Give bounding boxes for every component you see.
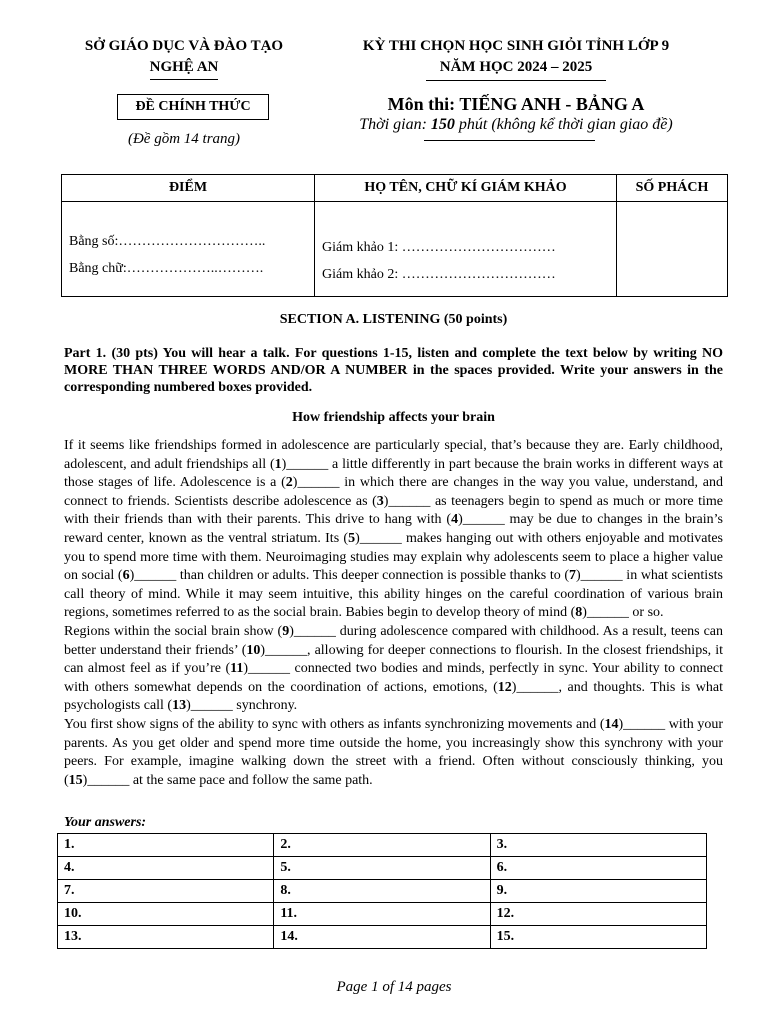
passage-paragraph xyxy=(64,437,723,623)
answer-box[interactable]: 9. xyxy=(490,880,706,903)
gap-number: 2 xyxy=(285,475,293,491)
passage-paragraph xyxy=(64,716,723,790)
passage-text: )______ or so. xyxy=(582,605,664,621)
passage-text: )______ than children or adults. This deeper connection is possible thanks to ( xyxy=(129,568,570,584)
passage-title: How friendship affects your brain xyxy=(292,410,495,425)
answer-box[interactable]: 6. xyxy=(490,857,706,880)
passage-text: )______ as teenagers begin to spend as much or more time with their friends than with their parents. This drive to hang with ( xyxy=(64,493,723,528)
time-suffix: phút (không kể thời gian giao đề) xyxy=(454,116,673,133)
answer-row xyxy=(58,857,707,880)
score-number-line: Bằng số:………………………….. xyxy=(69,234,266,249)
score-table xyxy=(61,174,728,297)
department-name: SỞ GIÁO DỤC VÀ ĐÀO TẠO xyxy=(84,38,284,54)
passage-text: )______ at the same pace and follow the same path. xyxy=(82,772,373,788)
score-cell xyxy=(62,202,315,297)
passage-text: )______ a little differently in part because the brain works in different ways at those stages of life. Adolescence is a ( xyxy=(64,456,723,491)
gap-number: 5 xyxy=(348,530,356,546)
passage-paragraph xyxy=(64,623,723,716)
gap-number: 14 xyxy=(604,716,619,732)
gap-number: 10 xyxy=(246,642,261,658)
time-value: 150 xyxy=(430,116,455,133)
page-footer: Page 1 of 14 pages xyxy=(336,979,452,995)
examiner-cell xyxy=(315,202,617,297)
id-header: SỐ PHÁCH xyxy=(617,175,728,202)
exam-title: KỲ THI CHỌN HỌC SINH GIỎI TỈNH LỚP 9 xyxy=(362,38,670,54)
pages-note: (Đề gồm 14 trang) xyxy=(127,131,241,147)
passage-text: )______ in which there are changes in the way you value, understand, and connect to friends. Scientists describe adolescence as ( xyxy=(64,475,723,509)
answers-table xyxy=(57,833,707,949)
gap-number: 8 xyxy=(575,605,583,621)
passage-text: )______ makes hanging out with others enjoyable and motivates you to spend more time with them. Neuroimaging studies may explain why adolescents seem to place a higher value on social ( xyxy=(64,530,723,584)
gap-number: 11 xyxy=(230,661,244,677)
answer-row xyxy=(58,880,707,903)
score-header: ĐIỂM xyxy=(62,175,315,202)
gap-number: 1 xyxy=(274,456,282,472)
passage-text: )______, and thoughts. This is what psychologists call ( xyxy=(64,679,724,714)
answer-row xyxy=(58,834,707,857)
answer-box[interactable]: 14. xyxy=(274,926,490,949)
answer-box[interactable]: 15. xyxy=(490,926,706,949)
answer-box[interactable]: 2. xyxy=(274,834,490,857)
answer-box[interactable]: 5. xyxy=(274,857,490,880)
answer-box[interactable]: 4. xyxy=(58,857,274,880)
passage-text: Regions within the social brain show ( xyxy=(64,623,283,639)
school-year: NĂM HỌC 2024 – 2025 xyxy=(426,57,607,81)
answer-box[interactable]: 8. xyxy=(274,880,490,903)
header-right xyxy=(330,36,702,81)
gap-number: 13 xyxy=(172,698,187,714)
time-underline xyxy=(424,140,595,141)
passage-text: )______ connected two bodies and minds, perfectly in sync. Your ability to connect with others somewhat depends on the coordination of actions, emotions, ( xyxy=(64,661,723,695)
gap-number: 7 xyxy=(569,568,577,584)
part1-instructions: Part 1. (30 pts) You will hear a talk. For questions 1-15, listen and complete the text below by writing NO MORE THAN THREE WORDS AND/OR A NUMBER in the spaces provided. Write your answers in the corresponding numbered boxes provided. xyxy=(64,346,723,395)
id-cell xyxy=(617,202,728,297)
answer-box[interactable]: 12. xyxy=(490,903,706,926)
answer-box[interactable]: 7. xyxy=(58,880,274,903)
passage-text: )______, allowing for deeper connections to flourish. In the closest friendships, it can almost feel as if you’re ( xyxy=(64,642,723,677)
gap-number: 3 xyxy=(376,493,384,509)
subject-title: Môn thi: TIẾNG ANH - BẢNG A xyxy=(387,94,645,114)
gap-number: 6 xyxy=(122,568,130,584)
passage-text: )______ may be due to changes in the brain’s reward center, known as the ventral striatum. Its ( xyxy=(64,512,723,546)
province-name: NGHỆ AN xyxy=(150,57,219,80)
gap-number: 12 xyxy=(497,679,512,695)
section-title: SECTION A. LISTENING (50 points) xyxy=(279,312,508,327)
answer-box[interactable]: 10. xyxy=(58,903,274,926)
gap-number: 9 xyxy=(282,623,290,639)
answer-row xyxy=(58,926,707,949)
answer-box[interactable]: 3. xyxy=(490,834,706,857)
answer-row xyxy=(58,903,707,926)
examiner-header: HỌ TÊN, CHỮ KÍ GIÁM KHẢO xyxy=(315,175,617,202)
answer-box[interactable]: 13. xyxy=(58,926,274,949)
answer-box[interactable]: 11. xyxy=(274,903,490,926)
examiner-2-line: Giám khảo 2: …………………………… xyxy=(322,267,556,282)
passage-text: If it seems like friendships formed in adolescence are particularly special, that’s because they are. Early childhood, adolescent, and adult friendships all ( xyxy=(64,438,723,472)
answer-box[interactable]: 1. xyxy=(58,834,274,857)
answers-label: Your answers: xyxy=(64,815,147,830)
examiner-1-line: Giám khảo 1: …………………………… xyxy=(322,240,556,255)
passage-text: )______ with your parents. As you get older and spend more time outside the home, you increasingly show this synchrony with your peers. For example, imagine walking down the street with a friend. Often without consciously thinking, you ( xyxy=(64,716,723,788)
passage-text: )______ synchrony. xyxy=(186,698,298,714)
passage-text: )______ during adolescence compared with childhood. As a result, teens can better understand their friends’ ( xyxy=(64,623,723,658)
passage-text: You first show signs of the ability to sync with others as infants synchronizing movements and ( xyxy=(64,716,605,732)
score-words-line: Bằng chữ:………………..………. xyxy=(69,261,264,276)
time-limit xyxy=(330,116,702,134)
official-label: ĐỀ CHÍNH THỨC xyxy=(117,94,269,120)
time-prefix: Thời gian: xyxy=(359,116,431,133)
gap-number: 15 xyxy=(68,772,83,788)
passage-text: )______ in what scientists call theory of mind. While it may seem intuitive, this ability hinges on the careful coordination of various brain regions, sometimes referred to as the social brain. Babies begin to develop theory of mind ( xyxy=(64,568,723,621)
header-left xyxy=(60,36,308,80)
gap-number: 4 xyxy=(451,512,459,528)
passage xyxy=(64,437,723,790)
